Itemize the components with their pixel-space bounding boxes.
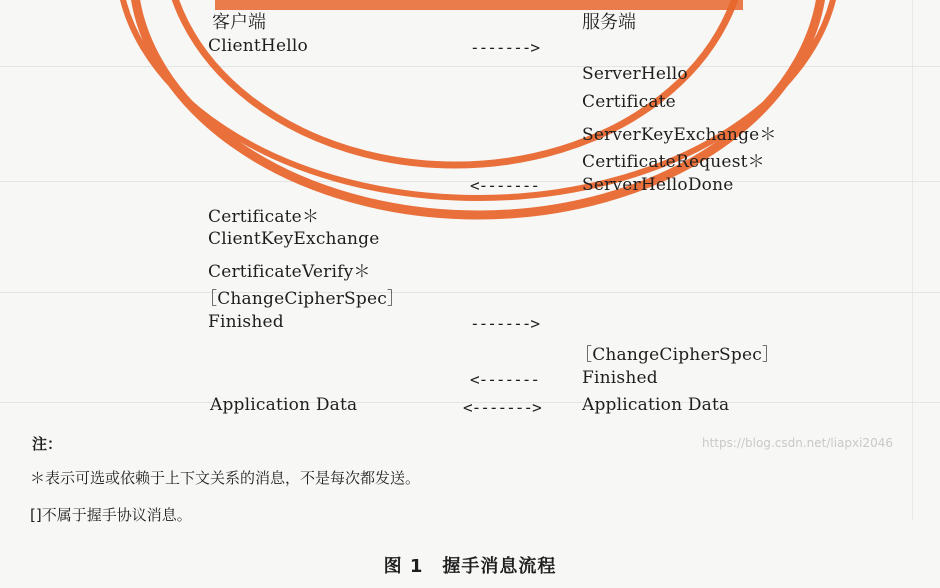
server-hello-done-message: ServerHelloDone [582, 175, 734, 195]
arrow-right: -------> [470, 314, 540, 333]
ghost-rule [912, 0, 913, 520]
server-hello-message: ServerHello [582, 64, 688, 84]
server-column-header: 服务端 [582, 12, 636, 33]
watermark: https://blog.csdn.net/liapxi2046 [702, 436, 893, 450]
arrow-bidirectional: <-------> [463, 398, 541, 417]
client-application-data: Application Data [210, 395, 358, 415]
server-change-cipher-spec-message: ［ChangeCipherSpec］ [575, 345, 780, 365]
certificate-request-message: CertificateRequest＊ [582, 152, 765, 172]
ghost-rule [0, 292, 940, 293]
client-hello-message: ClientHello [208, 36, 308, 56]
note-line-optional: ＊表示可选或依赖于上下文关系的消息，不是每次都发送。 [30, 469, 421, 487]
note-title: 注： [32, 435, 63, 453]
server-certificate-message: Certificate [582, 92, 676, 112]
note-line-brackets: []不属于握手协议消息。 [30, 506, 192, 524]
client-column-header: 客户端 [212, 12, 266, 33]
ghost-rule [0, 66, 940, 67]
client-change-cipher-spec-message: ［ChangeCipherSpec］ [200, 289, 405, 309]
server-application-data: Application Data [582, 395, 730, 415]
client-finished-message: Finished [208, 312, 284, 332]
client-certificate-message: Certificate＊ [208, 207, 320, 227]
arrow-right: -------> [470, 38, 540, 57]
client-key-exchange-message: ClientKeyExchange [208, 229, 380, 249]
figure-caption: 图 1 握手消息流程 [383, 556, 557, 577]
arrow-left: <------- [470, 176, 540, 195]
server-key-exchange-message: ServerKeyExchange＊ [582, 125, 777, 145]
certificate-verify-message: CertificateVerify＊ [208, 262, 371, 282]
server-finished-message: Finished [582, 368, 658, 388]
arrow-left: <------- [470, 370, 540, 389]
